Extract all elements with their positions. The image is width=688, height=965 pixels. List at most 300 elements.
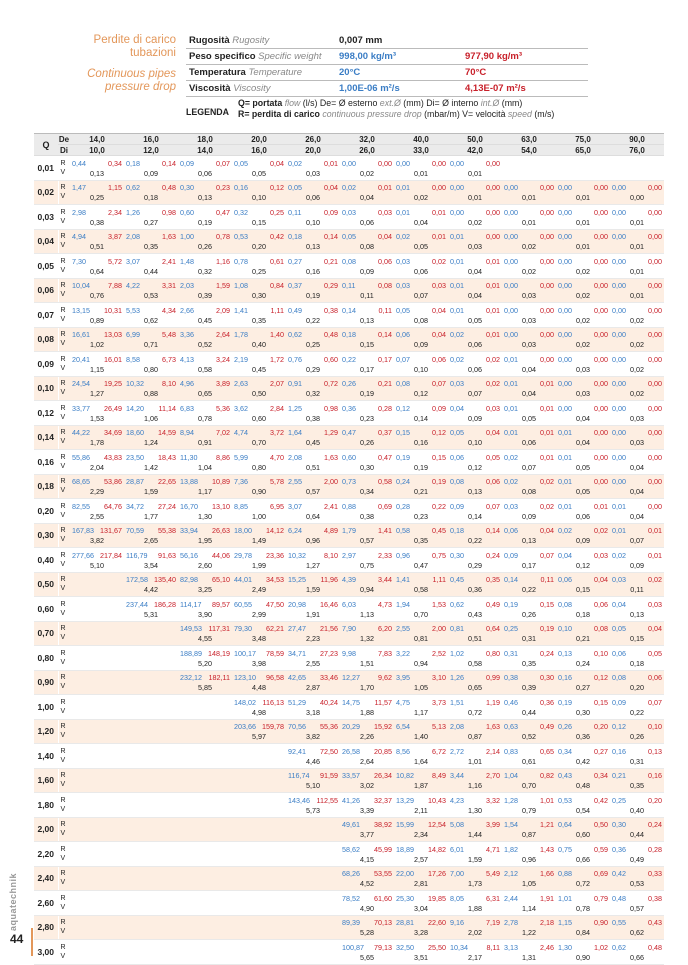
velocity: 0,61	[522, 756, 536, 766]
data-cell	[394, 768, 448, 793]
velocity: 0,13	[90, 168, 104, 178]
pressure-drop-70c: 18,43	[158, 452, 176, 462]
pressure-drop-70c: 0,99	[486, 673, 500, 683]
data-cell	[124, 474, 178, 499]
data-cell	[286, 327, 340, 352]
pressure-drop-70c: 0,49	[486, 599, 500, 609]
velocity: 0,16	[306, 266, 320, 276]
velocity: 0,39	[198, 291, 212, 301]
property-value-70c: 4,13E-07 m²/s	[462, 81, 588, 97]
velocity: 5,85	[198, 683, 212, 693]
pressure-drop-20c: 0,01	[504, 428, 518, 438]
pressure-drop-70c: 0,00	[540, 354, 554, 364]
pressure-drop-20c: 0,03	[396, 256, 410, 266]
velocity: 0,23	[360, 413, 374, 423]
data-cell	[448, 376, 502, 401]
data-cell	[556, 352, 610, 377]
data-cell	[502, 891, 556, 916]
pressure-drop-70c: 3,24	[216, 354, 230, 364]
velocity: 0,38	[306, 413, 320, 423]
data-cell	[124, 352, 178, 377]
pressure-drop-70c: 0,01	[324, 158, 338, 168]
velocity: 3,39	[360, 805, 374, 815]
velocity: 2,26	[360, 732, 374, 742]
pressure-drop-70c: 0,13	[648, 746, 662, 756]
pressure-drop-70c: 0,00	[594, 403, 608, 413]
velocity: 0,58	[468, 658, 482, 668]
velocity: 0,04	[522, 364, 536, 374]
pressure-drop-70c: 0,69	[594, 869, 608, 879]
data-cell	[448, 254, 502, 279]
pressure-drop-70c: 0,00	[648, 281, 662, 291]
pressure-drop-20c: 32,50	[396, 942, 414, 952]
data-cell	[394, 548, 448, 573]
data-cell	[610, 523, 664, 548]
velocity: 0,72	[468, 707, 482, 717]
velocity: 0,07	[468, 389, 482, 399]
pressure-drop-70c: 0,11	[540, 575, 554, 585]
pressure-drop-20c: 0,88	[342, 501, 356, 511]
velocity: 0,18	[630, 658, 644, 668]
velocity: 3,48	[252, 634, 266, 644]
velocity: 0,04	[630, 487, 644, 497]
pressure-drop-70c: 3,73	[432, 697, 446, 707]
pressure-drop-20c: 0,30	[612, 820, 626, 830]
velocity: 0,02	[468, 217, 482, 227]
data-cell	[178, 156, 232, 181]
pressure-drop-20c: 20,98	[288, 599, 306, 609]
pressure-drop-20c: 0,00	[558, 403, 572, 413]
data-cell	[286, 793, 340, 818]
table-row	[34, 401, 664, 426]
pressure-drop-70c: 1,66	[540, 869, 554, 879]
velocity: 0,01	[522, 193, 536, 203]
velocity: 0,34	[360, 487, 374, 497]
velocity: 1,59	[144, 487, 158, 497]
data-cell	[232, 866, 286, 891]
data-cell	[502, 940, 556, 965]
velocity: 3,25	[198, 585, 212, 595]
pressure-drop-70c: 0,02	[594, 526, 608, 536]
pressure-drop-70c: 0,00	[594, 452, 608, 462]
table-row	[34, 768, 664, 793]
data-cell	[232, 254, 286, 279]
pressure-drop-70c: 1,29	[324, 428, 338, 438]
data-cell	[610, 817, 664, 842]
pressure-drop-70c: 0,00	[594, 477, 608, 487]
pressure-drop-20c: 6,01	[450, 844, 464, 854]
title-it-line1: Perdite di carico	[93, 34, 176, 46]
velocity: 1,05	[414, 683, 428, 693]
pressure-drop-70c: 0,00	[432, 158, 446, 168]
pressure-drop-70c: 0,00	[648, 354, 662, 364]
pressure-drop-20c: 0,08	[558, 599, 572, 609]
pressure-drop-20c: 1,94	[396, 599, 410, 609]
pressure-drop-20c: 0,06	[612, 648, 626, 658]
velocity: 0,06	[522, 438, 536, 448]
pressure-drop-20c: 0,09	[504, 550, 518, 560]
velocity: 0,31	[630, 756, 644, 766]
data-cell	[394, 474, 448, 499]
pressure-drop-20c: 0,31	[504, 648, 518, 658]
velocity: 5,65	[360, 952, 374, 962]
page-number: 44	[10, 932, 24, 946]
pressure-drop-70c: 0,14	[324, 232, 338, 242]
pressure-drop-70c: 0,21	[378, 379, 392, 389]
pressure-drop-70c: 116,13	[262, 697, 284, 707]
data-cell	[448, 768, 502, 793]
pressure-drop-70c: 47,50	[266, 599, 284, 609]
velocity: 0,05	[576, 487, 590, 497]
header-di-value: 16,0	[232, 145, 286, 156]
velocity: 0,11	[630, 585, 644, 595]
pressure-drop-70c: 20,85	[374, 746, 392, 756]
data-cell	[178, 695, 232, 720]
pressure-drop-70c: 19,25	[104, 379, 122, 389]
velocity: 3,28	[414, 928, 428, 938]
pressure-drop-70c: 3,32	[486, 795, 500, 805]
pressure-drop-70c: 19,85	[428, 893, 446, 903]
pressure-drop-70c: 0,01	[486, 305, 500, 315]
pressure-drop-20c: 0,58	[396, 526, 410, 536]
data-cell	[394, 621, 448, 646]
pressure-drop-20c: 0,27	[288, 256, 302, 266]
data-cell	[232, 891, 286, 916]
data-cell	[124, 205, 178, 230]
pressure-drop-20c: 0,43	[558, 771, 572, 781]
velocity: 0,84	[576, 928, 590, 938]
pressure-drop-20c: 8,56	[396, 746, 410, 756]
pressure-drop-70c: 32,37	[374, 795, 392, 805]
velocity: 0,38	[360, 511, 374, 521]
data-cell	[232, 499, 286, 524]
data-cell	[448, 891, 502, 916]
flow-rate-cell: 1,00	[34, 695, 58, 720]
rv-labels: R V	[58, 793, 70, 818]
velocity: 2,02	[468, 928, 482, 938]
pressure-drop-20c: 0,08	[612, 673, 626, 683]
data-cell	[70, 793, 124, 818]
data-cell	[556, 229, 610, 254]
pressure-drop-70c: 0,59	[594, 844, 608, 854]
pressure-drop-20c: 44,22	[72, 428, 90, 438]
velocity: 0,35	[630, 781, 644, 791]
pressure-drop-70c: 5,72	[108, 256, 122, 266]
pressure-drop-70c: 0,01	[486, 330, 500, 340]
pressure-drop-70c: 0,60	[324, 354, 338, 364]
data-cell	[502, 352, 556, 377]
velocity: 0,52	[198, 340, 212, 350]
data-cell	[448, 425, 502, 450]
pressure-drop-20c: 1,04	[504, 771, 518, 781]
velocity: 0,09	[576, 536, 590, 546]
data-cell	[502, 229, 556, 254]
velocity: 1,04	[198, 462, 212, 472]
pressure-drop-20c: 0,00	[558, 232, 572, 242]
pressure-drop-70c: 0,43	[648, 918, 662, 928]
data-cell	[178, 523, 232, 548]
data-cell	[286, 744, 340, 769]
data-cell	[124, 450, 178, 475]
pressure-drop-70c: 38,92	[374, 820, 392, 830]
pressure-drop-70c: 10,31	[104, 305, 122, 315]
pressure-drop-70c: 0,48	[324, 330, 338, 340]
velocity: 1,22	[522, 928, 536, 938]
pressure-drop-70c: 7,19	[486, 918, 500, 928]
velocity: 0,72	[576, 879, 590, 889]
pressure-drop-70c: 159,78	[262, 722, 284, 732]
pressure-drop-20c: 2,55	[288, 477, 302, 487]
data-cell	[502, 254, 556, 279]
data-cell	[394, 670, 448, 695]
data-cell	[232, 597, 286, 622]
brand-vertical: aquatechnik	[8, 872, 18, 931]
pressure-drop-70c: 0,72	[324, 379, 338, 389]
pressure-drop-20c: 0,08	[450, 477, 464, 487]
velocity: 0,27	[576, 683, 590, 693]
data-cell	[610, 572, 664, 597]
velocity: 0,02	[630, 389, 644, 399]
velocity: 0,15	[576, 585, 590, 595]
data-cell	[178, 597, 232, 622]
velocity: 4,15	[360, 854, 374, 864]
pressure-drop-70c: 8,86	[216, 452, 230, 462]
velocity: 0,80	[252, 462, 266, 472]
data-cell	[124, 597, 178, 622]
data-cell	[340, 768, 394, 793]
header-de-value: 50,0	[448, 134, 502, 145]
pressure-drop-20c: 23,50	[126, 452, 144, 462]
velocity: 0,06	[468, 340, 482, 350]
pressure-drop-70c: 0,06	[432, 354, 446, 364]
flow-rate-cell: 0,08	[34, 327, 58, 352]
page-divider	[31, 928, 33, 956]
data-cell	[556, 744, 610, 769]
pressure-drop-20c: 0,19	[504, 599, 518, 609]
data-cell	[286, 695, 340, 720]
pressure-drop-20c: 5,53	[126, 305, 140, 315]
table-row	[34, 425, 664, 450]
header-de-value: 16,0	[124, 134, 178, 145]
header-de-value: 26,0	[286, 134, 340, 145]
velocity: 0,40	[630, 805, 644, 815]
data-cell	[340, 327, 394, 352]
pressure-drop-70c: 0,37	[378, 428, 392, 438]
data-cell	[340, 156, 394, 181]
velocity: 1,59	[306, 585, 320, 595]
velocity: 0,57	[306, 487, 320, 497]
pressure-drop-20c: 1,54	[504, 820, 518, 830]
pressure-drop-20c: 0,02	[558, 526, 572, 536]
velocity: 0,45	[252, 364, 266, 374]
pressure-drop-70c: 26,49	[104, 403, 122, 413]
rv-labels: R V	[58, 205, 70, 230]
data-cell	[70, 254, 124, 279]
pressure-drop-70c: 0,25	[270, 207, 284, 217]
pressure-drop-20c: 2,12	[504, 869, 518, 879]
pressure-drop-20c: 13,15	[72, 305, 90, 315]
rv-labels: R V	[58, 450, 70, 475]
velocity: 0,07	[630, 536, 644, 546]
pressure-drop-20c: 0,73	[342, 477, 356, 487]
data-cell	[286, 646, 340, 671]
header-di-value: 65,0	[556, 145, 610, 156]
data-cell	[232, 744, 286, 769]
data-cell	[286, 425, 340, 450]
pressure-drop-20c: 4,75	[396, 697, 410, 707]
data-cell	[556, 817, 610, 842]
table-row	[34, 940, 664, 965]
pressure-drop-70c: 0,01	[540, 452, 554, 462]
velocity: 0,26	[630, 732, 644, 742]
data-cell	[556, 940, 610, 965]
pressure-drop-70c: 0,47	[216, 207, 230, 217]
pressure-drop-20c: 1,30	[558, 942, 572, 952]
pressure-drop-70c: 0,07	[540, 550, 554, 560]
pressure-drop-70c: 0,02	[486, 379, 500, 389]
velocity: 0,04	[630, 462, 644, 472]
velocity: 1,70	[360, 683, 374, 693]
pressure-drop-20c: 2,08	[450, 722, 464, 732]
rv-labels: R V	[58, 646, 70, 671]
velocity: 1,64	[414, 756, 428, 766]
pressure-drop-20c: 0,36	[612, 844, 626, 854]
pressure-drop-70c: 0,04	[648, 624, 662, 634]
header-row-di	[34, 145, 664, 156]
pressure-drop-70c: 0,00	[648, 330, 662, 340]
pressure-drop-70c: 2,00	[432, 624, 446, 634]
velocity: 0,02	[522, 242, 536, 252]
pressure-drop-20c: 0,11	[342, 281, 356, 291]
velocity: 0,02	[522, 266, 536, 276]
pressure-drop-70c: 0,23	[216, 183, 230, 193]
pressure-drop-20c: 0,01	[612, 501, 626, 511]
velocity: 0,05	[522, 413, 536, 423]
pressure-drop-20c: 0,03	[450, 379, 464, 389]
pressure-drop-70c: 14,59	[158, 428, 176, 438]
table-row	[34, 376, 664, 401]
data-cell	[340, 793, 394, 818]
pressure-drop-70c: 43,83	[104, 452, 122, 462]
velocity: 0,79	[522, 805, 536, 815]
pressure-drop-20c: 0,18	[342, 330, 356, 340]
pressure-drop-70c: 55,38	[158, 526, 176, 536]
pressure-drop-70c: 0,38	[324, 305, 338, 315]
velocity: 0,94	[414, 658, 428, 668]
pressure-drop-20c: 0,00	[504, 281, 518, 291]
pressure-drop-70c: 0,07	[216, 158, 230, 168]
data-cell	[286, 621, 340, 646]
velocity: 0,38	[90, 217, 104, 227]
velocity: 0,03	[576, 389, 590, 399]
pressure-drop-70c: 0,58	[378, 477, 392, 487]
velocity: 0,26	[522, 609, 536, 619]
data-cell	[178, 548, 232, 573]
pressure-drop-70c: 0,45	[432, 526, 446, 536]
velocity: 5,28	[360, 928, 374, 938]
velocity: 2,29	[90, 487, 104, 497]
data-cell	[556, 768, 610, 793]
velocity: 0,19	[198, 217, 212, 227]
velocity: 0,05	[252, 168, 266, 178]
pressure-drop-70c: 2,18	[540, 918, 554, 928]
pressure-drop-20c: 0,03	[612, 575, 626, 585]
velocity: 0,09	[414, 340, 428, 350]
data-cell	[394, 523, 448, 548]
data-cell	[124, 891, 178, 916]
pressure-drop-70c: 0,47	[378, 452, 392, 462]
pressure-drop-20c: 7,36	[234, 477, 248, 487]
data-cell	[610, 205, 664, 230]
velocity: 0,78	[576, 903, 590, 913]
pressure-drop-70c: 23,36	[266, 550, 284, 560]
pressure-drop-70c: 2,41	[324, 501, 338, 511]
data-cell	[124, 915, 178, 940]
data-cell	[556, 376, 610, 401]
data-cell	[502, 474, 556, 499]
pressure-drop-20c: 20,29	[342, 722, 360, 732]
data-cell	[502, 670, 556, 695]
data-cell	[556, 499, 610, 524]
pressure-drop-70c: 1,11	[432, 575, 446, 585]
flow-rate-cell: 0,04	[34, 229, 58, 254]
pressure-drop-table	[34, 133, 664, 965]
pressure-drop-20c: 167,83	[72, 526, 94, 536]
data-cell	[610, 327, 664, 352]
pressure-drop-70c: 34,53	[266, 575, 284, 585]
data-cell	[286, 254, 340, 279]
pressure-drop-70c: 1,02	[594, 942, 608, 952]
pressure-drop-70c: 0,00	[540, 232, 554, 242]
pressure-drop-20c: 7,90	[342, 624, 356, 634]
pressure-drop-70c: 148,19	[208, 648, 230, 658]
rv-labels: R V	[58, 621, 70, 646]
pressure-drop-70c: 0,20	[594, 722, 608, 732]
velocity: 0,08	[414, 315, 428, 325]
velocity: 0,09	[630, 560, 644, 570]
data-cell	[448, 278, 502, 303]
data-cell	[448, 621, 502, 646]
pressure-drop-70c: 78,59	[266, 648, 284, 658]
pressure-drop-20c: 0,02	[396, 232, 410, 242]
data-cell	[178, 621, 232, 646]
pressure-drop-70c: 0,01	[486, 256, 500, 266]
pressure-drop-20c: 34,71	[288, 648, 306, 658]
pressure-drop-20c: 9,16	[450, 918, 464, 928]
pressure-drop-20c: 0,00	[612, 354, 626, 364]
velocity: 0,19	[360, 389, 374, 399]
pressure-drop-70c: 0,34	[108, 158, 122, 168]
data-cell	[448, 866, 502, 891]
pressure-drop-20c: 0,81	[450, 624, 464, 634]
pressure-drop-70c: 0,00	[648, 256, 662, 266]
data-cell	[556, 842, 610, 867]
pressure-drop-20c: 0,04	[450, 403, 464, 413]
velocity: 0,09	[360, 266, 374, 276]
property-label: Rugosità Rugosity	[186, 33, 336, 49]
pressure-drop-70c: 96,58	[266, 673, 284, 683]
velocity: 0,96	[306, 536, 320, 546]
pressure-drop-20c: 12,27	[342, 673, 360, 683]
pressure-drop-20c: 0,03	[504, 501, 518, 511]
data-cell	[394, 744, 448, 769]
pressure-drop-20c: 0,01	[396, 207, 410, 217]
pressure-drop-70c: 0,03	[648, 599, 662, 609]
velocity: 2,04	[90, 462, 104, 472]
data-cell	[340, 352, 394, 377]
pressure-drop-70c: 0,10	[648, 722, 662, 732]
pressure-drop-20c: 0,00	[504, 305, 518, 315]
